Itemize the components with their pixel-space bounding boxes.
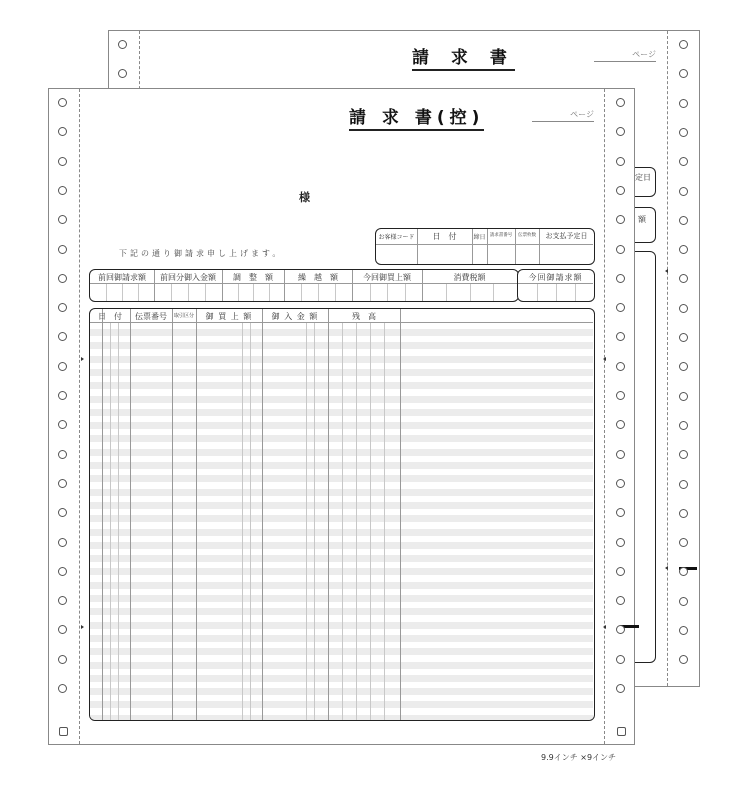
summary-box [89, 269, 519, 302]
detail-subdivider [306, 323, 307, 720]
sprocket-hole [58, 245, 67, 254]
sprocket-hole [679, 304, 688, 313]
sprocket-hole [679, 128, 688, 137]
sprocket-hole [58, 567, 67, 576]
sprocket-hole [58, 684, 67, 693]
sprocket-hole [616, 684, 625, 693]
sprocket-hole [679, 597, 688, 606]
summary-subdivider [318, 284, 319, 301]
summary-subdivider [138, 284, 139, 301]
sprocket-hole [616, 538, 625, 547]
sprocket-hole [679, 421, 688, 430]
summary-subdivider [301, 284, 302, 301]
front-perforation-left [79, 89, 80, 744]
info-header-payment-date: お支払予定日 [545, 232, 588, 240]
detail-header-date: 日 付 [98, 312, 122, 321]
detail-subdivider [356, 323, 357, 720]
detail-header-payment-amount: 御 入 金 額 [271, 312, 319, 321]
sprocket-hole [679, 392, 688, 401]
summary-subdivider [493, 284, 494, 301]
detail-header-balance: 残 高 [352, 312, 376, 321]
sprocket-hole [679, 509, 688, 518]
detail-subdivider [118, 323, 119, 720]
detail-header-purchase-amount: 御 買 上 額 [205, 312, 253, 321]
detail-subdivider [342, 323, 343, 720]
detail-header-transaction-type: 取引区分 [173, 313, 194, 319]
front-perforation-right [604, 89, 605, 744]
summary-header: 調 整 額 [233, 273, 273, 282]
detail-subdivider [370, 323, 371, 720]
sprocket-hole [679, 333, 688, 342]
sprocket-hole [616, 391, 625, 400]
summary-subdivider [205, 284, 206, 301]
sprocket-hole [616, 655, 625, 664]
detail-divider [400, 309, 401, 720]
detail-divider [262, 309, 263, 720]
back-arrow-marker [665, 269, 668, 273]
detail-subdivider [384, 323, 385, 720]
sprocket-hole [616, 245, 625, 254]
sprocket-hole [58, 98, 67, 107]
front-page-label: ページ [532, 109, 594, 122]
summary-header: 前回御請求額 [98, 273, 146, 282]
detail-divider [328, 309, 329, 720]
detail-divider [196, 309, 197, 720]
sprocket-hole [58, 479, 67, 488]
info-header-date: 日 付 [432, 232, 457, 241]
back-arrow-marker-2 [665, 566, 668, 570]
detail-divider [102, 309, 103, 720]
sprocket-hole [679, 187, 688, 196]
sprocket-hole [679, 216, 688, 225]
front-sheet [48, 88, 635, 745]
front-corner-hole [59, 727, 68, 736]
detail-subdivider [314, 323, 315, 720]
summary-subdivider [171, 284, 172, 301]
info-box [375, 228, 595, 265]
sprocket-hole [58, 274, 67, 283]
sprocket-hole [58, 655, 67, 664]
summary-header: 繰 越 額 [298, 273, 338, 282]
footer-size-label: 9.9インチ ×9インチ [541, 753, 617, 762]
sprocket-hole [58, 157, 67, 166]
sprocket-hole [616, 479, 625, 488]
detail-divider [130, 309, 131, 720]
greeting-text: 下記の通り御請求申し上げます。 [119, 249, 284, 258]
back-fragment-2-text: 額 [638, 215, 646, 224]
detail-subdivider [242, 323, 243, 720]
summary-subdivider [370, 284, 371, 301]
summary-subdivider [269, 284, 270, 301]
summary-subdivider [446, 284, 447, 301]
summary-subdivider [188, 284, 189, 301]
summary-subdivider [470, 284, 471, 301]
info-header-customer-code: お客様コード [378, 234, 415, 241]
summary-header: 前回分御入金額 [160, 273, 216, 282]
sprocket-hole [58, 186, 67, 195]
detail-divider [172, 309, 173, 720]
detail-subdivider [250, 323, 251, 720]
detail-header-slip-number: 伝票番号 [135, 312, 167, 321]
sprocket-hole [616, 567, 625, 576]
back-title: 請 求 書 [412, 43, 515, 71]
sprocket-hole [616, 450, 625, 459]
sprocket-hole [679, 626, 688, 635]
summary-subdivider [106, 284, 107, 301]
info-header-closing-day: 締日 [473, 234, 486, 241]
front-title: 請 求 書(控) [349, 103, 484, 131]
sprocket-hole [616, 186, 625, 195]
back-page-label: ページ [594, 49, 656, 62]
summary-header-current-billing: 今回御請求額 [528, 273, 583, 282]
sprocket-hole [679, 480, 688, 489]
info-header-invoice-number: 請求書番号 [489, 233, 513, 238]
summary-header: 消費税額 [453, 273, 486, 282]
info-header-line [376, 244, 593, 245]
info-header-slip-count: 伝票枚数 [518, 233, 536, 238]
sprocket-hole [616, 274, 625, 283]
front-arrow-right-1 [603, 357, 606, 361]
sprocket-hole [58, 391, 67, 400]
sprocket-hole [58, 362, 67, 371]
summary-subdivider [387, 284, 388, 301]
summary-subdivider [122, 284, 123, 301]
sprocket-hole [679, 99, 688, 108]
sprocket-hole [616, 98, 625, 107]
detail-subdivider [110, 323, 111, 720]
sprocket-hole [616, 362, 625, 371]
sprocket-hole [118, 40, 127, 49]
summary-total-box [517, 269, 595, 302]
front-arrow-left-2 [81, 625, 84, 629]
front-corner-hole [617, 727, 626, 736]
summary-subdivider [405, 284, 406, 301]
front-arrow-right-2 [603, 625, 606, 629]
customer-suffix: 様 [299, 191, 310, 204]
sprocket-hole [58, 450, 67, 459]
sprocket-hole [58, 538, 67, 547]
front-arrow-left-1 [81, 357, 84, 361]
back-fragment-1-text: 定日 [635, 173, 651, 182]
summary-total-sub [537, 284, 538, 301]
summary-subdivider [253, 284, 254, 301]
summary-total-sub [575, 284, 576, 301]
detail-table [89, 308, 595, 721]
back-perforation-right [667, 31, 668, 686]
summary-header: 今回御買上額 [363, 273, 411, 282]
summary-subdivider [335, 284, 336, 301]
sprocket-hole [616, 157, 625, 166]
summary-total-sub [556, 284, 557, 301]
sprocket-hole [679, 40, 688, 49]
summary-subdivider [238, 284, 239, 301]
